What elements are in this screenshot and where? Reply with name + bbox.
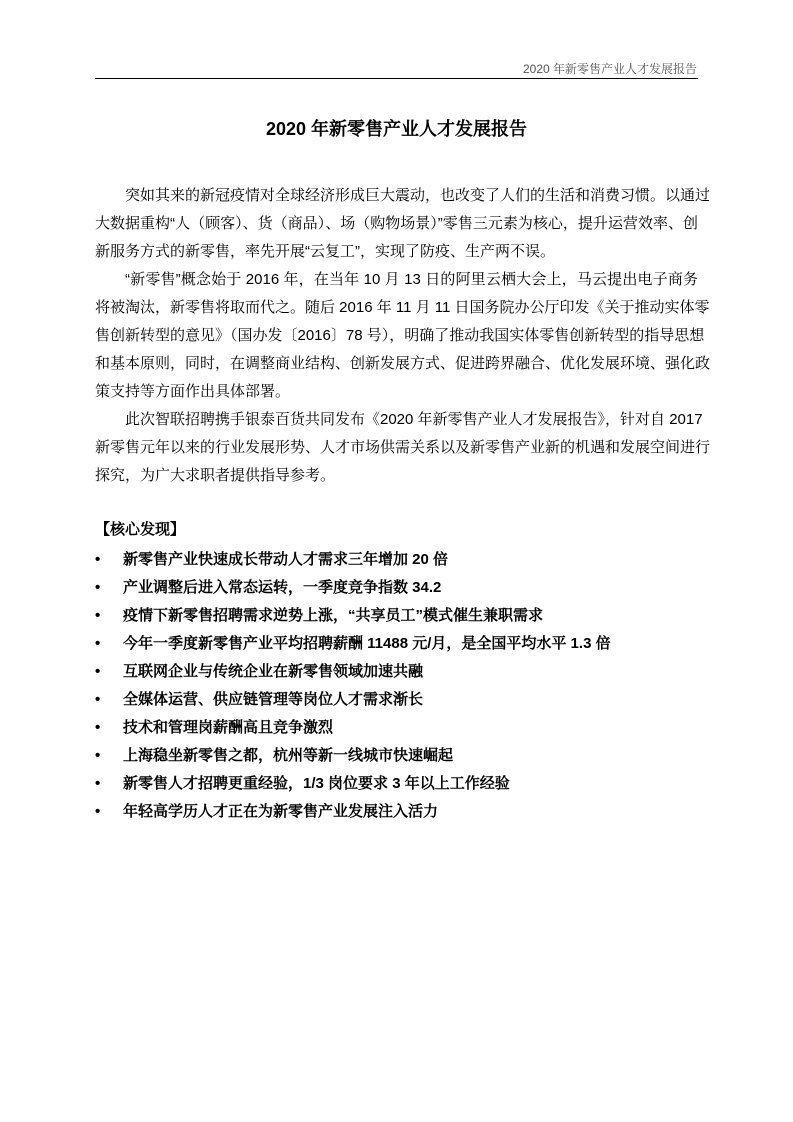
paragraph [95, 182, 711, 266]
list-item-text: 互联网企业与传统企业在新零售领域加速共融 [123, 663, 424, 680]
paragraph-line: 此次智联招聘携手银泰百货共同发布《2020 年新零售产业人才发展报告》，针对自 2017 [125, 411, 703, 428]
header-rule [95, 78, 698, 79]
running-header: 2020 年新零售产业人才发展报告 [522, 62, 697, 76]
list-item-text: 技术和管理岗薪酬高且竞争激烈 [123, 719, 334, 736]
bullet-icon: • [95, 803, 101, 820]
list-item [95, 798, 611, 826]
list-item-text: 全媒体运营、供应链管理等岗位人才需求渐长 [123, 691, 424, 708]
paragraph-line: “新零售”概念始于 2016 年，在当年 10 月 13 日的阿里云栖大会上，马云提出电子商务 [125, 271, 698, 288]
list-item [95, 602, 611, 630]
paragraph-line: 探究，为广大求职者提供指导参考。 [95, 467, 336, 484]
bullet-icon: • [95, 691, 101, 708]
bullet-icon: • [95, 607, 101, 624]
paragraph-line: 突如其来的新冠疫情对全球经济形成巨大震动，也改变了人们的生活和消费习惯。以通过 [125, 187, 711, 204]
list-item [95, 770, 611, 798]
bullet-icon: • [95, 775, 101, 792]
paragraph-line: 大数据重构“人（顾客）、货（商品）、场（购物场景）”零售三元素为核心，提升运营效率、创 [95, 215, 698, 232]
paragraph [95, 266, 711, 406]
body-text [95, 182, 711, 490]
bullet-icon: • [95, 579, 101, 596]
paragraph [95, 406, 711, 490]
paragraph-line: 策支持等方面作出具体部署。 [95, 383, 291, 400]
core-findings-heading: 【核心发现】 [95, 521, 186, 538]
list-item-text: 年轻高学历人才正在为新零售产业发展注入活力 [123, 803, 439, 820]
list-item-text: 上海稳坐新零售之都，杭州等新一线城市快速崛起 [123, 747, 454, 764]
paragraph-line: 新零售元年以来的行业发展形势、人才市场供需关系以及新零售产业新的机遇和发展空间进行 [95, 439, 711, 456]
list-item-text: 今年一季度新零售产业平均招聘薪酬 11488 元/月，是全国平均水平 1.3 倍 [123, 635, 611, 652]
list-item-text: 新零售产业快速成长带动人才需求三年增加 20 倍 [123, 551, 449, 568]
paragraph-line: 新服务方式的新零售，率先开展“云复工”，实现了防疫、生产两不误。 [95, 243, 555, 260]
list-item [95, 630, 611, 658]
page-title: 2020 年新零售产业人才发展报告 [265, 119, 528, 139]
list-item-text: 疫情下新零售招聘需求逆势上涨，“共享员工”模式催生兼职需求 [123, 607, 544, 624]
core-findings-list [95, 546, 611, 826]
list-item [95, 714, 611, 742]
paragraph-line: 售创新转型的意见》（国办发〔2016〕78 号），明确了推动我国实体零售创新转型的指导思想 [95, 327, 705, 344]
list-item-text: 新零售人才招聘更重经验，1/3 岗位要求 3 年以上工作经验 [123, 775, 510, 792]
list-item [95, 546, 611, 574]
bullet-icon: • [95, 635, 101, 652]
list-item [95, 658, 611, 686]
list-item [95, 742, 611, 770]
bullet-icon: • [95, 663, 101, 680]
list-item [95, 686, 611, 714]
paragraph-line: 将被淘汰，新零售将取而代之。随后 2016 年 11 月 11 日国务院办公厅印发《关于推动实体零 [95, 299, 710, 316]
list-item-text: 产业调整后进入常态运转，一季度竞争指数 34.2 [123, 579, 442, 596]
list-item [95, 574, 611, 602]
bullet-icon: • [95, 719, 101, 736]
bullet-icon: • [95, 551, 101, 568]
paragraph-line: 和基本原则，同时，在调整商业结构、创新发展方式、促进跨界融合、优化发展环境、强化政 [95, 355, 711, 372]
bullet-icon: • [95, 747, 101, 764]
